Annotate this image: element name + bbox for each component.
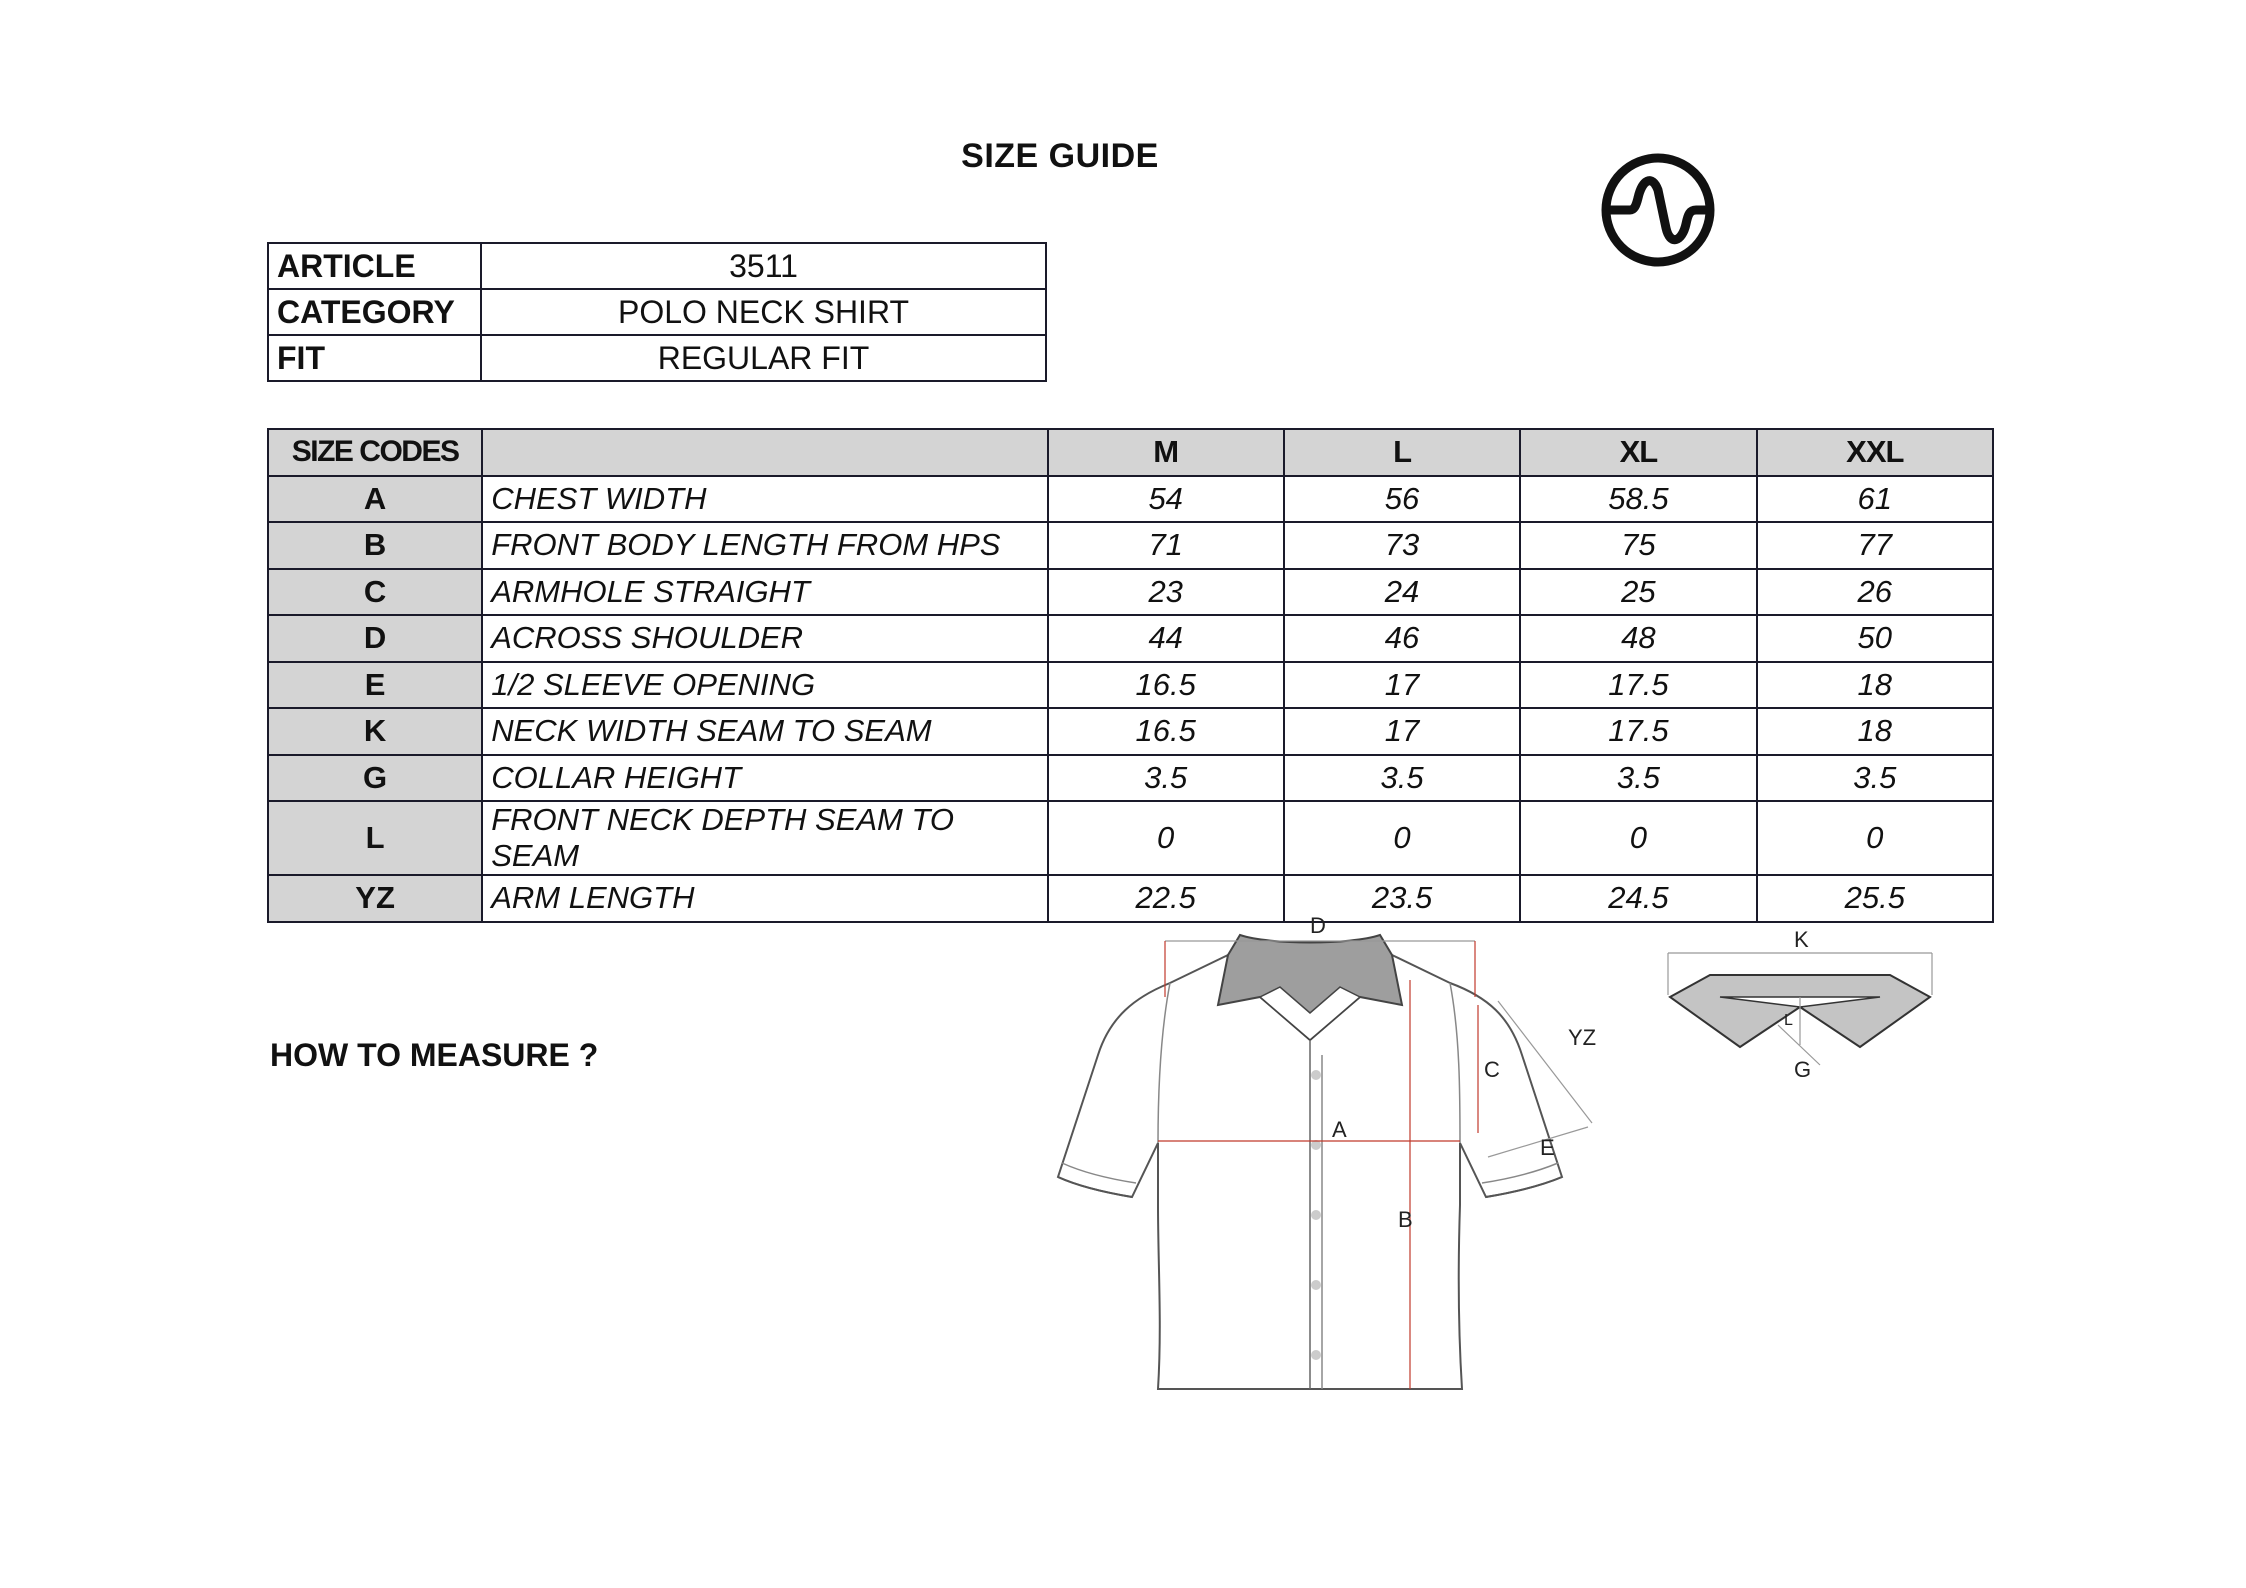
size-value: 54 [1048,476,1284,523]
table-row [268,708,1993,755]
measurement-desc: ARMHOLE STRAIGHT [482,569,1047,616]
size-value: 3.5 [1757,755,1993,802]
measurement-desc: 1/2 SLEEVE OPENING [482,662,1047,709]
category-row [268,289,1046,335]
size-value: 17.5 [1520,708,1756,755]
size-value: 48 [1520,615,1756,662]
size-header-xl: XL [1520,429,1756,476]
size-codes-header: SIZE CODES [268,429,482,476]
size-value: 46 [1284,615,1520,662]
table-row [268,569,1993,616]
size-code: L [268,801,482,875]
label-k: K [1794,927,1809,952]
measurement-desc: FRONT NECK DEPTH SEAM TO SEAM [482,801,1047,875]
label-d: D [1310,913,1326,938]
size-value: 24 [1284,569,1520,616]
article-row [268,243,1046,289]
label-yz: YZ [1568,1025,1597,1050]
measurement-desc: NECK WIDTH SEAM TO SEAM [482,708,1047,755]
size-value: 23.5 [1284,875,1520,922]
size-value: 71 [1048,522,1284,569]
size-header-l: L [1284,429,1520,476]
size-value: 44 [1048,615,1284,662]
label-e: E [1540,1135,1555,1160]
article-value: 3511 [481,243,1046,289]
category-value: POLO NECK SHIRT [481,289,1046,335]
size-value: 73 [1284,522,1520,569]
measurement-desc: CHEST WIDTH [482,476,1047,523]
size-code: K [268,708,482,755]
size-value: 23 [1048,569,1284,616]
size-value: 50 [1757,615,1993,662]
size-value: 18 [1757,708,1993,755]
article-label: ARTICLE [268,243,481,289]
size-value: 0 [1284,801,1520,875]
table-row [268,476,1993,523]
shirt-diagram [1040,905,1660,1405]
size-value: 17.5 [1520,662,1756,709]
wave-circle-logo-icon [1598,150,1718,270]
table-row [268,755,1993,802]
label-g: G [1794,1057,1812,1082]
fit-label: FIT [268,335,481,381]
size-value: 25 [1520,569,1756,616]
fit-row [268,335,1046,381]
label-a: A [1332,1117,1347,1142]
size-value: 61 [1757,476,1993,523]
size-value: 16.5 [1048,662,1284,709]
size-value: 16.5 [1048,708,1284,755]
collar-diagram [1660,925,1940,1095]
description-header [482,429,1047,476]
how-to-measure-heading: HOW TO MEASURE ? [270,1037,599,1073]
size-value: 22.5 [1048,875,1284,922]
size-code: G [268,755,482,802]
size-value: 26 [1757,569,1993,616]
size-code: A [268,476,482,523]
category-label: CATEGORY [268,289,481,335]
size-value: 0 [1520,801,1756,875]
label-l: L [1784,1012,1793,1029]
table-row [268,615,1993,662]
size-header-xxl: XXL [1757,429,1993,476]
size-value: 24.5 [1520,875,1756,922]
size-value: 25.5 [1757,875,1993,922]
size-value: 75 [1520,522,1756,569]
fit-value: REGULAR FIT [481,335,1046,381]
size-value: 3.5 [1520,755,1756,802]
label-b: B [1398,1207,1413,1232]
size-code: E [268,662,482,709]
measurement-desc: ARM LENGTH [482,875,1047,922]
size-code: YZ [268,875,482,922]
size-value: 0 [1757,801,1993,875]
size-value: 3.5 [1284,755,1520,802]
size-code: C [268,569,482,616]
page-title: SIZE GUIDE [961,137,1159,175]
table-row [268,522,1993,569]
table-row [268,662,1993,709]
size-value: 56 [1284,476,1520,523]
size-value: 18 [1757,662,1993,709]
size-value: 17 [1284,662,1520,709]
size-code: D [268,615,482,662]
size-header-m: M [1048,429,1284,476]
size-chart-table [267,428,1994,923]
size-value: 0 [1048,801,1284,875]
label-c: C [1484,1057,1500,1082]
size-code: B [268,522,482,569]
size-header-row [268,429,1993,476]
size-value: 77 [1757,522,1993,569]
size-value: 17 [1284,708,1520,755]
measurement-desc: COLLAR HEIGHT [482,755,1047,802]
measurement-desc: FRONT BODY LENGTH FROM HPS [482,522,1047,569]
article-info-table [267,242,1047,382]
size-value: 3.5 [1048,755,1284,802]
size-value: 58.5 [1520,476,1756,523]
measurement-desc: ACROSS SHOULDER [482,615,1047,662]
table-row [268,801,1993,875]
